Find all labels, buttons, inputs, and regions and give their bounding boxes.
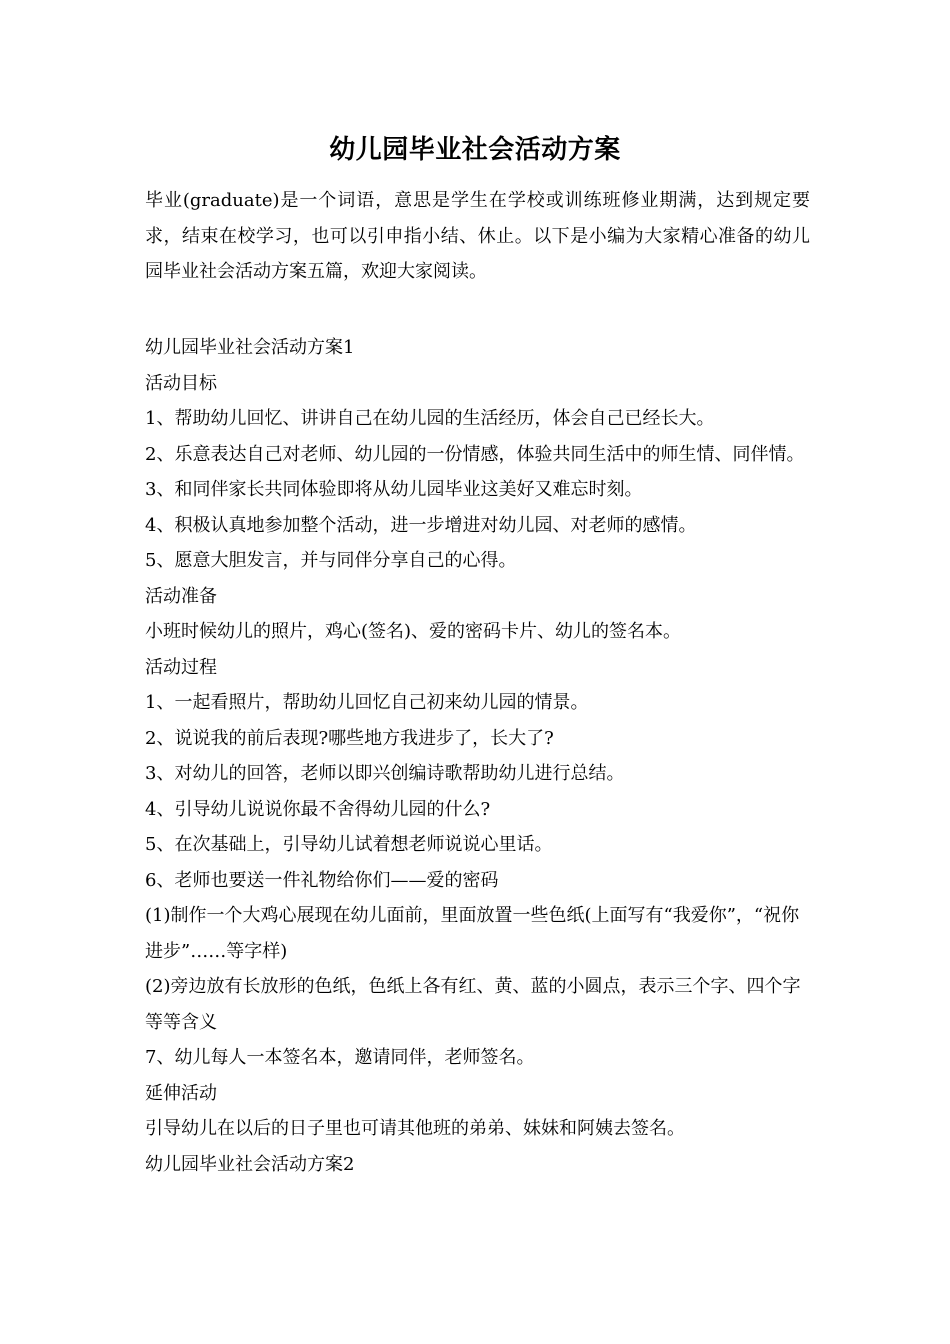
intro-paragraph — [145, 183, 810, 290]
document-body — [145, 330, 810, 1182]
process-item-2: 2、说说我的前后表现?哪些地方我进步了，长大了? — [145, 727, 554, 749]
subheading-preparation: 活动准备 — [145, 585, 217, 607]
section-heading-plan-1: 幼儿园毕业社会活动方案1 — [145, 337, 355, 358]
document-title: 幼儿园毕业社会活动方案 — [329, 135, 621, 165]
section-heading-plan-2: 幼儿园毕业社会活动方案2 — [145, 1153, 355, 1175]
subheading-extension: 延伸活动 — [145, 1082, 217, 1104]
goal-item-1: 1、帮助幼儿回忆、讲讲自己在幼儿园的生活经历，体会自己已经长大。 — [145, 408, 715, 429]
extension-text: 引导幼儿在以后的日子里也可请其他班的弟弟、妹妹和阿姨去签名。 — [145, 1118, 685, 1139]
process-item-3: 3、对幼儿的回答，老师以即兴创编诗歌帮助幼儿进行总结。 — [145, 763, 625, 784]
process-item-6: 6、老师也要送一件礼物给你们——爱的密码 — [145, 869, 499, 891]
goal-item-4: 4、积极认真地参加整个活动，进一步增进对幼儿园、对老师的感情。 — [145, 514, 697, 536]
process-item-5: 5、在次基础上，引导幼儿试着想老师说说心里话。 — [145, 834, 553, 855]
subheading-process: 活动过程 — [145, 656, 217, 678]
subheading-goals: 活动目标 — [145, 372, 217, 394]
goal-item-2: 2、乐意表达自己对老师、幼儿园的一份情感，体验共同生活中的师生情、同伴情。 — [145, 443, 805, 465]
process-subitem-1: (1)制作一个大鸡心展现在幼儿面前，里面放置一些色纸(上面写有“我爱你”，“祝你进步”……等字样) — [145, 905, 800, 962]
goal-item-3: 3、和同伴家长共同体验即将从幼儿园毕业这美好又难忘时刻。 — [145, 479, 643, 500]
intro-text: 毕业(graduate)是一个词语，意思是学生在学校或训练班修业期满，达到规定要求，结束在校学习，也可以引申指小结、休止。以下是小编为大家精心准备的幼儿园毕业社会活动方案五篇，欢迎大家阅读。 — [145, 190, 810, 282]
preparation-text: 小班时候幼儿的照片，鸡心(签名)、爱的密码卡片、幼儿的签名本。 — [145, 621, 682, 642]
process-item-4: 4、引导幼儿说说你最不舍得幼儿园的什么? — [145, 798, 491, 820]
process-subitem-2: (2)旁边放有长放形的色纸，色纸上各有红、黄、蓝的小圆点，表示三个字、四个字等等含义 — [145, 976, 801, 1033]
process-item-1: 1、一起看照片，帮助幼儿回忆自己初来幼儿园的情景。 — [145, 692, 589, 713]
process-item-7: 7、幼儿每人一本签名本，邀请同伴，老师签名。 — [145, 1047, 535, 1068]
goal-item-5: 5、愿意大胆发言，并与同伴分享自己的心得。 — [145, 550, 517, 571]
